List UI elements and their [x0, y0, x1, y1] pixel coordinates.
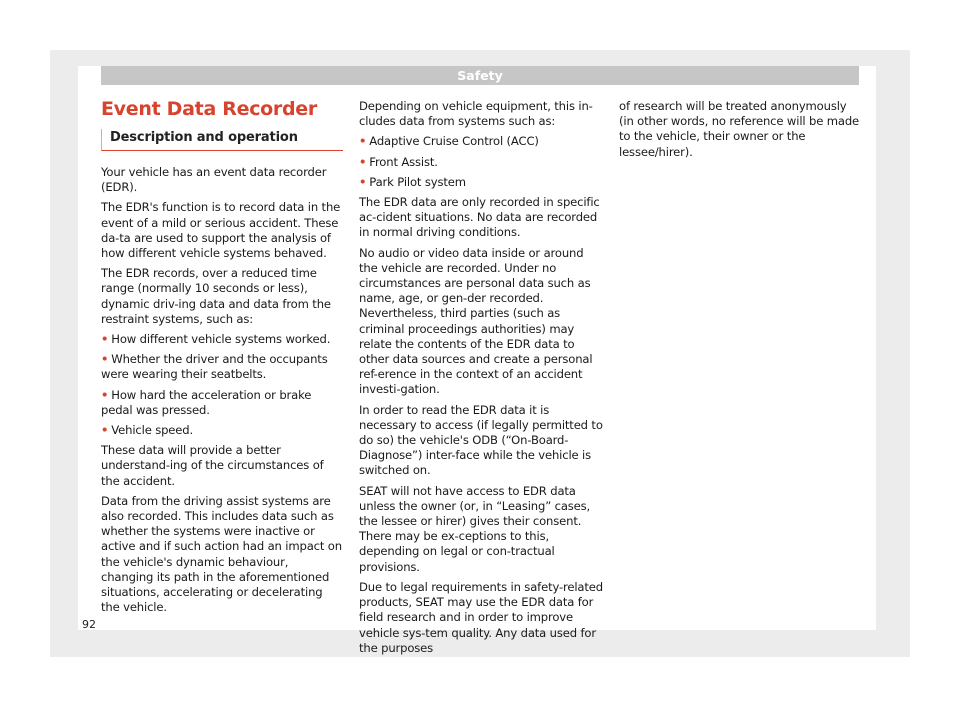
page-title: Event Data Recorder	[101, 98, 317, 120]
list-item: • How hard the acceleration or brake pedal was pressed.	[101, 387, 312, 417]
bullet-icon: •	[359, 154, 367, 169]
bullet-icon: •	[101, 387, 109, 402]
page-number: 92	[82, 618, 96, 631]
list-item: • Vehicle speed.	[101, 423, 194, 438]
bullet-icon: •	[359, 174, 367, 189]
paragraph: of research will be treated anonymously (in other words, no reference will be made to the vehicle, their owner or the lessee/hirer).	[619, 99, 860, 159]
paragraph: No audio or video data inside or around the vehicle are recorded. Under no circumstances are personal data such as name, age, or gen-der recorded. Nevertheless, third parties (such as criminal proceedings authorities) may relate the contents of the EDR data to other data sources and create a personal ref-erence in the context of an accident investi-gation.	[359, 245, 593, 397]
column-3	[619, 99, 861, 165]
section-title: Description and operation	[101, 129, 343, 151]
chapter-header: Safety	[101, 66, 859, 85]
paragraph: Depending on vehicle equipment, this in-cludes data from systems such as:	[359, 99, 593, 129]
paragraph: In order to read the EDR data it is necessary to access (if legally permitted to do so) the vehicle's ODB (“On-Board-Diagnose”) inter-face while the vehicle is switched on.	[359, 402, 603, 478]
list-item: • Adaptive Cruise Control (ACC)	[359, 134, 539, 149]
bullet-icon: •	[101, 332, 109, 347]
paragraph: SEAT will not have access to EDR data unless the owner (or, in “Leasing” cases, the lessee or hirer) gives their consent. There may be ex-ceptions to this, depending on legal or con-tractual provisions.	[359, 483, 591, 574]
list-item: • Front Assist.	[359, 154, 438, 169]
bullet-icon: •	[101, 352, 109, 367]
paragraph: Data from the driving assist systems are also recorded. This includes data such as whether the systems were inactive or active and if such action had an impact on the vehicle's dynamic behaviour, changing its path in the aforementioned situations, accelerating or decelerating the vehicle.	[101, 493, 342, 615]
column-1	[101, 96, 343, 620]
paragraph: The EDR records, over a reduced time range (normally 10 seconds or less), dynamic driv-ing data and data from the restraint systems, such as:	[101, 266, 331, 326]
column-2	[359, 99, 603, 661]
paragraph: Your vehicle has an event data recorder (EDR).	[101, 165, 327, 195]
paragraph: These data will provide a better understand-ing of the circumstances of the accident.	[101, 443, 324, 488]
list-item: • Park Pilot system	[359, 174, 466, 189]
list-item: • How different vehicle systems worked.	[101, 332, 331, 347]
list-item: • Whether the driver and the occupants were wearing their seatbelts.	[101, 352, 328, 382]
bullet-icon: •	[359, 134, 367, 149]
bullet-icon: •	[101, 423, 109, 438]
paragraph: Due to legal requirements in safety-related products, SEAT may use the EDR data for field research and in order to improve vehicle sys-tem quality. Any data used for the purposes	[359, 579, 603, 655]
paragraph: The EDR data are only recorded in specific ac-cident situations. No data are recorded in normal driving conditions.	[359, 195, 600, 240]
paragraph: The EDR's function is to record data in the event of a mild or serious accident. These da-ta are used to support the analysis of how different vehicle systems behaved.	[101, 200, 341, 261]
